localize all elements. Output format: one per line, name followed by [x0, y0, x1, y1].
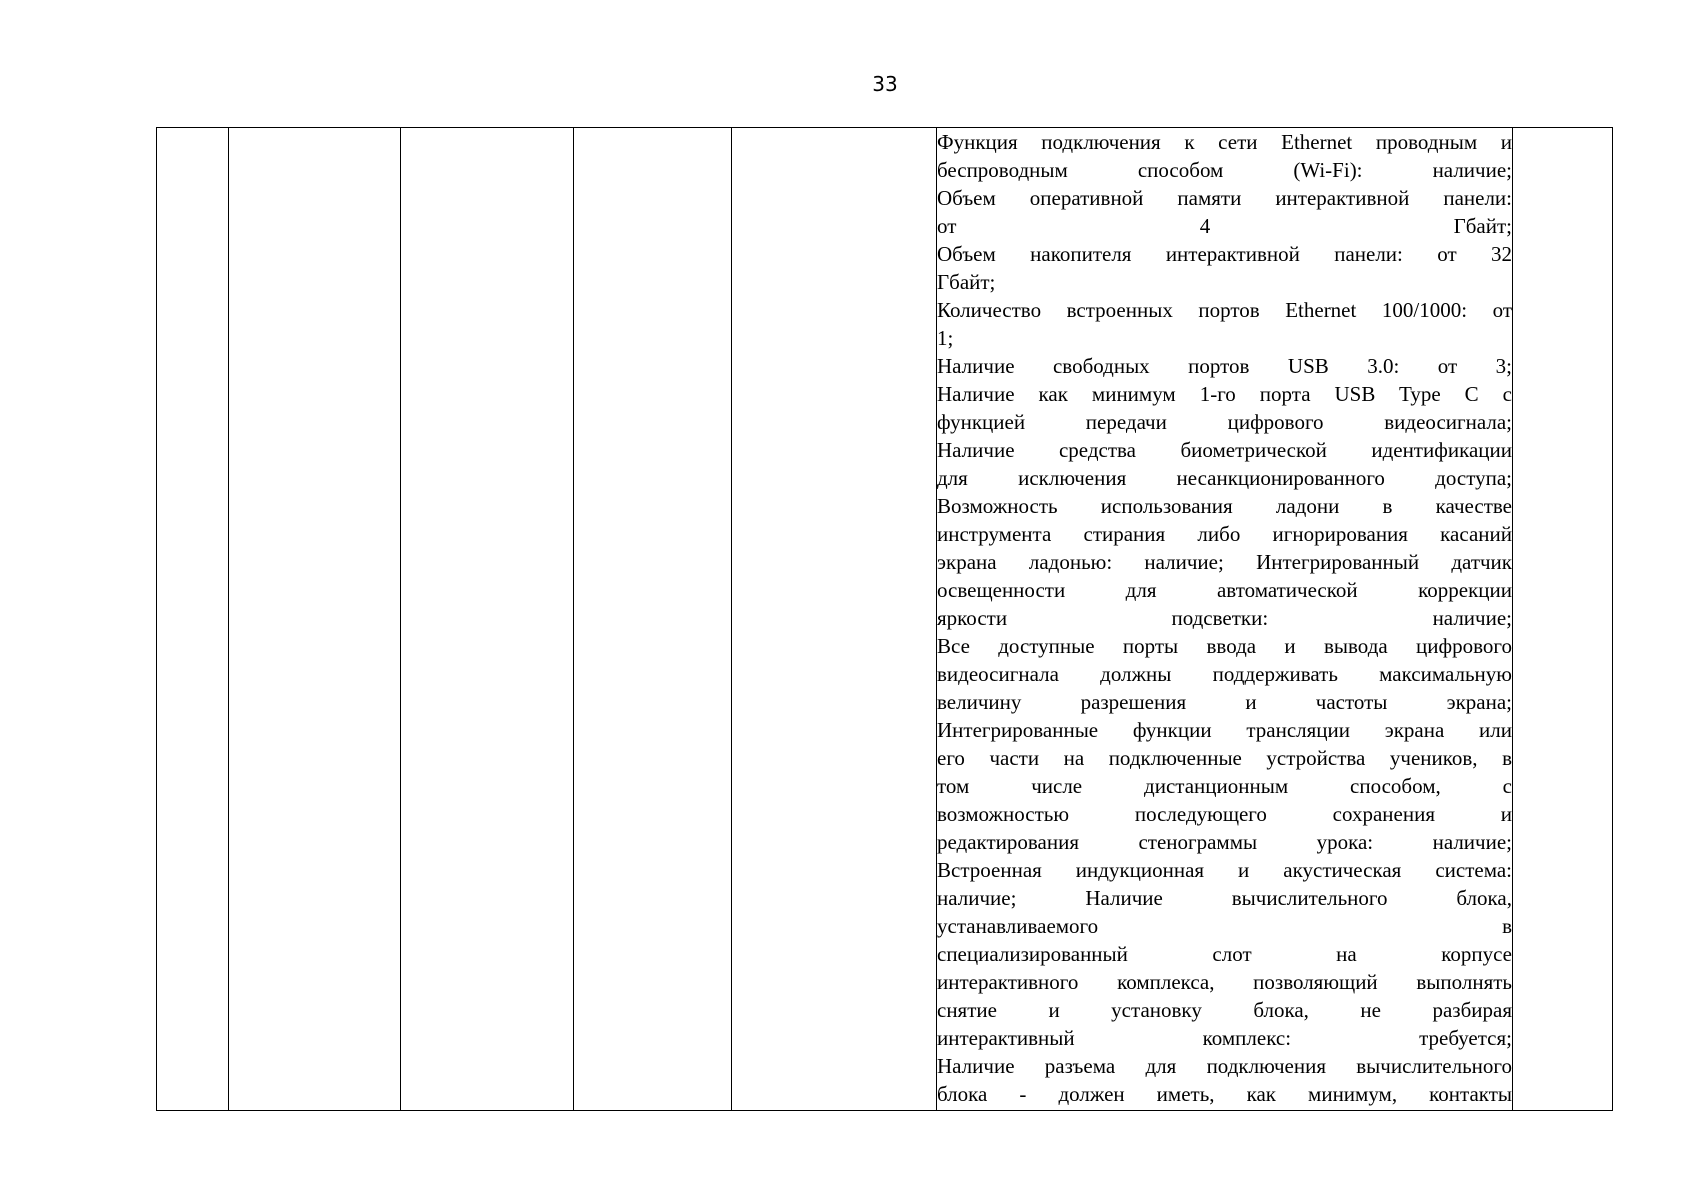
spec-line: величину разрешения и частоты экрана; — [937, 690, 1512, 714]
spec-line: Количество встроенных портов Ethernet 100/1000: от — [937, 298, 1512, 322]
table-row — [157, 128, 1613, 1111]
spec-line: устанавливаемого в — [937, 914, 1512, 938]
spec-line: интерактивный комплекс: требуется; — [937, 1026, 1512, 1050]
table-cell-empty — [574, 128, 732, 1111]
spec-line: Возможность использования ладони в качестве — [937, 494, 1512, 518]
spec-line: том числе дистанционным способом, с — [937, 774, 1512, 798]
spec-line: яркости подсветки: наличие; — [937, 606, 1512, 630]
spec-description-cell — [937, 128, 1513, 1111]
spec-line: Функция подключения к сети Ethernet проводным и — [937, 130, 1512, 154]
spec-line: интерактивного комплекса, позволяющий выполнять — [937, 970, 1512, 994]
spec-line: Наличие свободных портов USB 3.0: от 3; — [937, 354, 1512, 378]
spec-line: Гбайт; — [937, 270, 996, 294]
spec-line: Интегрированные функции трансляции экрана или — [937, 718, 1512, 742]
spec-line: его части на подключенные устройства учеников, в — [937, 746, 1512, 770]
spec-line: редактирования стенограммы урока: наличие; — [937, 830, 1512, 854]
table-cell-empty — [401, 128, 574, 1111]
spec-line: для исключения несанкционированного доступа; — [937, 466, 1512, 490]
spec-table — [156, 127, 1613, 1111]
spec-line: видеосигнала должны поддерживать максимальную — [937, 662, 1512, 686]
page-number: 33 — [872, 72, 898, 96]
spec-line: наличие; Наличие вычислительного блока, — [937, 886, 1512, 910]
table-cell-empty — [157, 128, 229, 1111]
spec-line: экрана ладонью: наличие; Интегрированный датчик — [937, 550, 1512, 574]
spec-line: возможностью последующего сохранения и — [937, 802, 1512, 826]
spec-line: 1; — [937, 326, 954, 350]
spec-line: функцией передачи цифрового видеосигнала; — [937, 410, 1512, 434]
spec-line: блока - должен иметь, как минимум, контакты — [937, 1082, 1512, 1106]
spec-line: Объем оперативной памяти интерактивной панели: — [937, 186, 1512, 210]
spec-line: Все доступные порты ввода и вывода цифрового — [937, 634, 1512, 658]
spec-line: снятие и установку блока, не разбирая — [937, 998, 1512, 1022]
table-cell-empty — [229, 128, 401, 1111]
spec-line: Наличие средства биометрической идентификации — [937, 438, 1512, 462]
spec-line: специализированный слот на корпусе — [937, 942, 1512, 966]
table-cell-empty — [1513, 128, 1613, 1111]
spec-line: Наличие как минимум 1-го порта USB Type C с — [937, 382, 1512, 406]
spec-line: Встроенная индукционная и акустическая система: — [937, 858, 1512, 882]
spec-line: беспроводным способом (Wi-Fi): наличие; — [937, 158, 1512, 182]
table-cell-empty — [732, 128, 937, 1111]
spec-line: от 4 Гбайт; — [937, 214, 1512, 238]
spec-line: освещенности для автоматической коррекции — [937, 578, 1512, 602]
spec-line: Наличие разъема для подключения вычислительного — [937, 1054, 1512, 1078]
spec-line: Объем накопителя интерактивной панели: от 32 — [937, 242, 1512, 266]
spec-line: инструмента стирания либо игнорирования касаний — [937, 522, 1512, 546]
